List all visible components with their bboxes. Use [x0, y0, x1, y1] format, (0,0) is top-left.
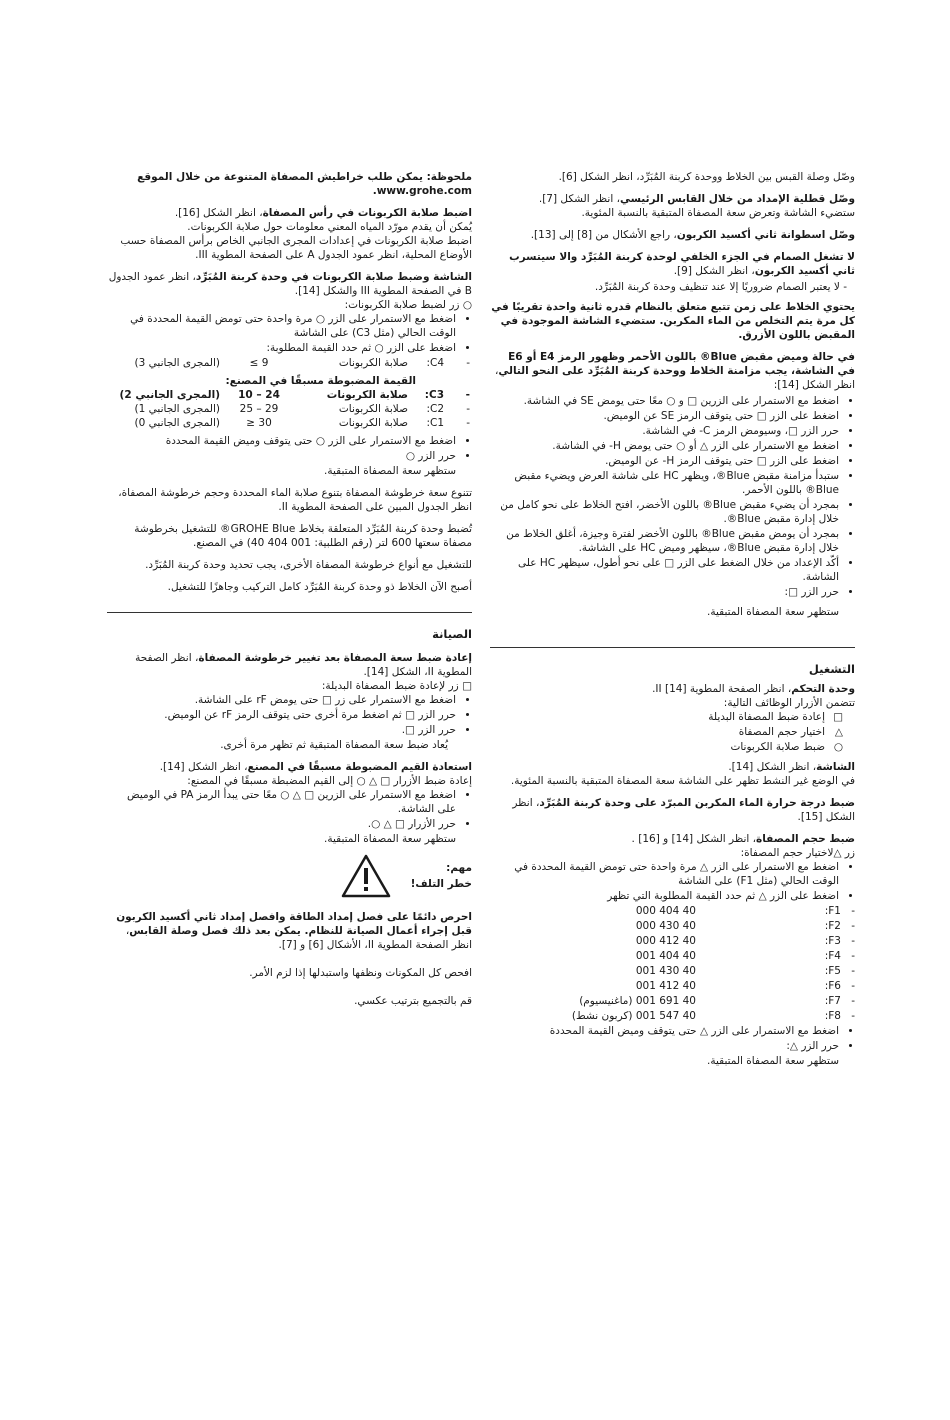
- filter-code-key: F3:: [824, 935, 841, 947]
- button-function-label: ضبط صلابة الكربونات: [730, 741, 825, 753]
- filter-code-key: F6:: [824, 980, 841, 992]
- filter-code-value: 40 412 001: [635, 980, 696, 992]
- list-item: • حرر الزر □ ثم اضغط مرة أخرى حتى يتوقف الرمز rF عن الوميض.: [107, 708, 456, 722]
- p-inspect: افحص كل المكونات ونظفها واستبدلها إذا لزم الأمر.: [249, 967, 472, 979]
- divider-left: [107, 612, 472, 613]
- list-item: • اضغط على الزر △ ثم حدد القيمة المطلوبة التي تظهر: [490, 889, 839, 903]
- filter-code-row: - F7: 40 691 001 (ماغنيسيوم): [490, 994, 855, 1008]
- p-restore: استعادة القيم المضبوطة مسبقًا في المصنع، انظر الشكل [14]. إعادة ضبط الأزرار □ △ ○ إلى القيم المضبطة مسبقًا في المصنع:: [159, 761, 472, 787]
- p-valve-warning: لا تشغل الصمام في الجزء الخلفي لوحدة كربنة المُبَرِّد والا سيتسرب ثاني أكسيد الكربون، انظر الشكل [9].: [509, 251, 855, 277]
- filter-code-value: 40 691 001 (ماغنيسيوم): [579, 995, 696, 1007]
- right-column: [490, 170, 855, 1076]
- list-item: • حرر الزر □.: [107, 723, 456, 737]
- p-sync-end: ستظهر سعة المصفاة المتبقية.: [707, 606, 839, 618]
- factory-label: القيمة المضبوطة مسبقًا في المصنع:: [225, 375, 416, 387]
- table-cell: -: [466, 403, 470, 415]
- filter-code-value: 40 430 001: [635, 965, 696, 977]
- hardness-c4-row: [107, 356, 472, 370]
- button-function-item: [490, 725, 843, 739]
- table-cell: صلابة الكربونات: [338, 403, 408, 415]
- table-cell: C2:: [426, 403, 444, 415]
- list-item: • حرر الزر □، وسيومض الرمز C- في الشاشة.: [490, 424, 839, 438]
- list-item: • حرر الأزرار □ △ ○.: [107, 817, 456, 831]
- filter-code-row: - F5: 40 430 001: [490, 964, 855, 978]
- table-cell: -: [466, 417, 470, 429]
- table-cell: C1:: [426, 417, 444, 429]
- list-item: • اضغط مع الاستمرار على الزر △ أو ○ حتى يومض H- في الشاشة.: [490, 439, 839, 453]
- filter-code-value: 40 404 001: [635, 950, 696, 962]
- filter-code-row: - F3: 40 412 000: [490, 934, 855, 948]
- warning-block: [107, 854, 472, 898]
- hardness-steps-list: [107, 312, 472, 355]
- list-item: • اضغط مع الاستمرار على الزرين □ و ○ معًا حتى يومض SE في الشاشة.: [490, 394, 839, 408]
- filter-code-row: - F8: 40 547 001 (كربون نشط): [490, 1009, 855, 1023]
- hardness-table: [107, 388, 472, 430]
- table-cell: C3:: [424, 389, 444, 401]
- button-function-item: [490, 710, 843, 724]
- p-restore-end: ستظهر سعة المصفاة المتبقية.: [324, 833, 456, 845]
- sync-steps-list: [490, 394, 855, 599]
- p-filter-size: ضبط حجم المصفاة، انظر الشكل [14] و [16] . زر △لاختيار حجم المصفاة:: [631, 833, 855, 859]
- p-display-hardness: الشاشة وضبط صلابة الكربونات في وحدة كربنة المُبَرِّد، انظر عمود الجدول B في الصفحة المطوية III والشكل [14]. ○ زر لضبط صلابة الكربونات:: [108, 271, 472, 311]
- heading-maintenance: الصيانة: [432, 627, 472, 641]
- filter-size-steps: [490, 860, 855, 903]
- filter-code-key: F7:: [824, 995, 841, 1007]
- p-hardness-head: اضبط صلابة الكربونات في رأس المصفاة، انظر الشكل [16]. يُمكن أن يقدم مورّد المياه المعني معلومات حول صلابة الكربونات. اضبط صلابة الكربونات في إعدادات المجرى الجانبي الخاص برأس المصفاة حسب الأوضاع المحلية، انظر عمود الجدول A على الصفحة المطوية III.: [120, 207, 472, 261]
- warning-triangle-icon: [341, 854, 391, 898]
- list-item: • اضغط مع الاستمرار على زر □ حتى يومض rF على الشاشة.: [107, 693, 456, 707]
- left-column: [107, 170, 472, 1016]
- p-ready: أصبح الآن الخلاط ذو وحدة كربنة المُبَرِّد كامل التركيب وجاهزًا للتشغيل.: [167, 581, 472, 593]
- list-item: • اضغط مع الاستمرار على الزر ○ حتى يتوقف وميض القيمة المحددة: [107, 434, 456, 448]
- table-cell: -: [465, 389, 470, 401]
- p-sync-intro: في حالة وميض مقبض Blue® باللون الأحمر وظهور الرمز E4 أو E6 في الشاشة، يجب مزامنة الخلاط ووحدة كربنة المُبَرِّد على النحو التالي، انظر الشكل [14]:: [495, 351, 855, 391]
- table-cell: 10 – 24: [238, 389, 280, 401]
- p-follow-up-time: يحتوي الخلاط على زمن تتبع متعلق بالنظام قدره ثانية واحدة تقريبًا في كل مرة يتم التخلص من الماء المكربن. ستضيء الشاشة الموجودة في المقبض باللون الأزرق.: [491, 301, 855, 341]
- button-function-label: اختيار حجم المصفاة: [738, 726, 825, 738]
- p-display: الشاشة، انظر الشكل [14]. في الوضع غير النشط تظهر على الشاشة سعة المصفاة المتبقية بالنسبة المئوية.: [510, 761, 855, 787]
- table-row: [107, 416, 472, 430]
- danger-label: خطر التلف!: [410, 878, 472, 890]
- p-temperature: ضبط درجة حرارة الماء المكربن المبرّد على وحدة كربنة المُبَرِّد، انظر الشكل [15].: [512, 797, 855, 823]
- list-item: • اضغط مع الاستمرار على الزر △ حتى يتوقف وميض القيمة المحددة: [490, 1024, 839, 1038]
- filter-code-key: F5:: [824, 965, 841, 977]
- table-cell: صلابة الكربونات: [338, 417, 408, 429]
- p-disp-end: ستظهر سعة المصفاة المتبقية.: [324, 465, 456, 477]
- p-control-unit: وحدة التحكم، انظر الصفحة المطوية [14] II. تتضمن الأزرار الوظائف التالية:: [652, 683, 855, 709]
- table-cell: صلابة الكربونات: [326, 389, 408, 401]
- list-item: • اضغط مع الاستمرار على الزرين □ △ ○ معًا حتى يبدأ الرمز PA في الوميض على الشاشة.: [107, 788, 456, 816]
- table-cell: (المجرى الجانبي 0): [134, 417, 220, 429]
- heading-operation: التشغيل: [808, 662, 855, 676]
- button-functions-list: [490, 710, 851, 754]
- filter-code-value: 40 404 000: [635, 905, 696, 917]
- important-label: مهم:: [446, 862, 472, 874]
- list-item: • اضغط على الزر ○ ثم حدد القيمة المطلوبة:: [107, 341, 456, 355]
- table-row: [107, 402, 472, 416]
- restore-steps-list: [107, 788, 472, 831]
- list-item: • حرر الزر ○: [107, 449, 456, 463]
- table-cell: 25 – 29: [239, 403, 279, 415]
- p-power-supply: وصّل قطلية الإمداد من خلال القابس الرئيسي، انظر الشكل [7]. ستضيء الشاشة وتعرض سعة المصفاة المتبقية بالنسبة المئوية.: [538, 193, 855, 219]
- table-cell: (المجرى الجانبي 2): [119, 389, 220, 401]
- valve-note-list: [490, 280, 855, 294]
- list-item: • بمجرد أن يضيء مقبض Blue® باللون الأخضر، افتح الخلاط على نحو كامل من خلال إدارة مقبض Blue®.: [490, 498, 839, 526]
- warning-text: [411, 860, 472, 892]
- filter-code-value: 40 547 001 (كربون نشط): [571, 1010, 696, 1022]
- list-item: • أكّد الإعداد من خلال الضغط على الزر □ على نحو أطول، سيظهر HC على الشاشة.: [490, 556, 839, 584]
- reset-steps-list: [107, 693, 472, 737]
- table-row: [107, 388, 472, 402]
- filter-code-value: 40 430 000: [635, 920, 696, 932]
- list-item: • اضغط على الزر □ حتى يتوقف الرمز SE عن الوميض.: [490, 409, 839, 423]
- filter-code-row: - F6: 40 412 001: [490, 979, 855, 993]
- filter-codes-list: [490, 904, 855, 1023]
- filter-size-steps-2: [490, 1024, 855, 1053]
- p-connect-plug: وصّل وصلة القبس بين الخلاط ووحدة كربنة المُبَرِّد، انظر الشكل [6].: [558, 171, 855, 183]
- list-item: • اضغط على الزر □ حتى يتوقف الرمز H- عن الوميض.: [490, 454, 839, 468]
- button-symbol-icon: □: [833, 711, 843, 723]
- p-size-end: ستظهر سعة المصفاة المتبقية.: [707, 1055, 839, 1067]
- button-function-label: إعادة ضبط المصفاة البديلة: [708, 711, 825, 723]
- list-item: - لا يعتبر الصمام ضروريًا إلا عند تنظيف وحدة كربنة المُبَرِّد.: [594, 281, 847, 293]
- list-item: • اضغط مع الاستمرار على الزر △ مرة واحدة حتى تومض القيمة المحددة في الوقت الحالي (مثل F1) على الشاشة: [490, 860, 839, 888]
- p-power-warning: احرص دائمًا على فصل إمداد الطاقة وافصل إمداد ثاني أكسيد الكربون قبل إجراء أعمال الصيانة للنظام. يمكن بعد ذلك فصل وصلة القابس، انظر الصفحة المطوية II، الأشكال [6] و [7].: [116, 911, 472, 951]
- filter-code-key: F2:: [824, 920, 841, 932]
- list-item: • اضغط مع الاستمرار على الزر ○ مرة واحدة حتى تومض القيمة المحددة في الوقت الحالي (مثل C3) على الشاشة: [107, 312, 456, 340]
- p-reassemble: قم بالتجميع بترتيب عكسي.: [354, 995, 472, 1007]
- button-symbol-icon: △: [834, 726, 843, 738]
- p-reset-capacity: إعادة ضبط سعة المصفاة بعد تغيير خرطوشة المصفاة، انظر الصفحة المطوية II، الشكل [14]. □ زر لإعادة ضبط المصفاة البديلة:: [135, 652, 472, 692]
- divider-right: [490, 647, 855, 648]
- filter-code-row: - F2: 40 430 000: [490, 919, 855, 933]
- p-factory-setting: تُضبط وحدة كربنة المُبَرِّد المتعلقة بخلاط GROHE Blue® للتشغيل بخرطوشة مصفاة سعتها 600 لتر (رقم الطلبية: 001 404 40) في المصنع.: [134, 523, 472, 549]
- p-capacity-varies: تتنوع سعة خرطوشة المصفاة بتنوع صلابة الماء المحددة وحجم خرطوشة المصفاة، انظر الجدول المبين على الصفحة المطوية II.: [118, 487, 472, 513]
- button-symbol-icon: ○: [833, 741, 843, 753]
- table-row: - C4: صلابة الكربونات ≤ 9 (المجرى الجانبي 3): [134, 357, 470, 369]
- button-function-item: [490, 740, 843, 754]
- table-cell: (المجرى الجانبي 1): [134, 403, 220, 415]
- p-other-filters: للتشغيل مع أنواع خرطوشة المصفاة الأخرى، يجب تحديد وحدة كربنة المُبَرِّد.: [145, 559, 472, 571]
- filter-code-key: F4:: [824, 950, 841, 962]
- p-reset-end: يُعاد ضبط سعة المصفاة المتبقية ثم تظهر مرة أخرى.: [220, 739, 448, 751]
- p-note: ملحوظة: يمكن طلب خراطيش المصفاة المتنوعة من خلال الموقع www.grohe.com.: [137, 171, 472, 197]
- hardness-steps-list-2: [107, 434, 472, 463]
- list-item: • حرر الزر △:: [490, 1039, 839, 1053]
- filter-code-row: - F1: 40 404 000: [490, 904, 855, 918]
- list-item: • حرر الزر □:: [490, 585, 839, 599]
- table-cell: ≥ 30: [246, 417, 272, 429]
- p-co2-cylinder: وصّل اسطوانة ثاني أكسيد الكربون، راجع الأشكال من [8] إلى [13].: [530, 229, 855, 241]
- filter-code-key: F1:: [824, 905, 841, 917]
- list-item: • ستبدأ مزامنة مقبض Blue®، ويظهر HC على شاشة العرض ويضيء مقبض Blue® باللون الأحمر.: [490, 469, 839, 497]
- list-item: • بمجرد أن يومض مقبض Blue® باللون الأخضر لفترة وجيزة، أغلق الخلاط من خلال إدارة مقبض Blue®، سيظهر وميض HC على الشاشة.: [490, 527, 839, 555]
- filter-code-key: F8:: [824, 1010, 841, 1022]
- filter-code-value: 40 412 000: [635, 935, 696, 947]
- filter-code-row: - F4: 40 404 001: [490, 949, 855, 963]
